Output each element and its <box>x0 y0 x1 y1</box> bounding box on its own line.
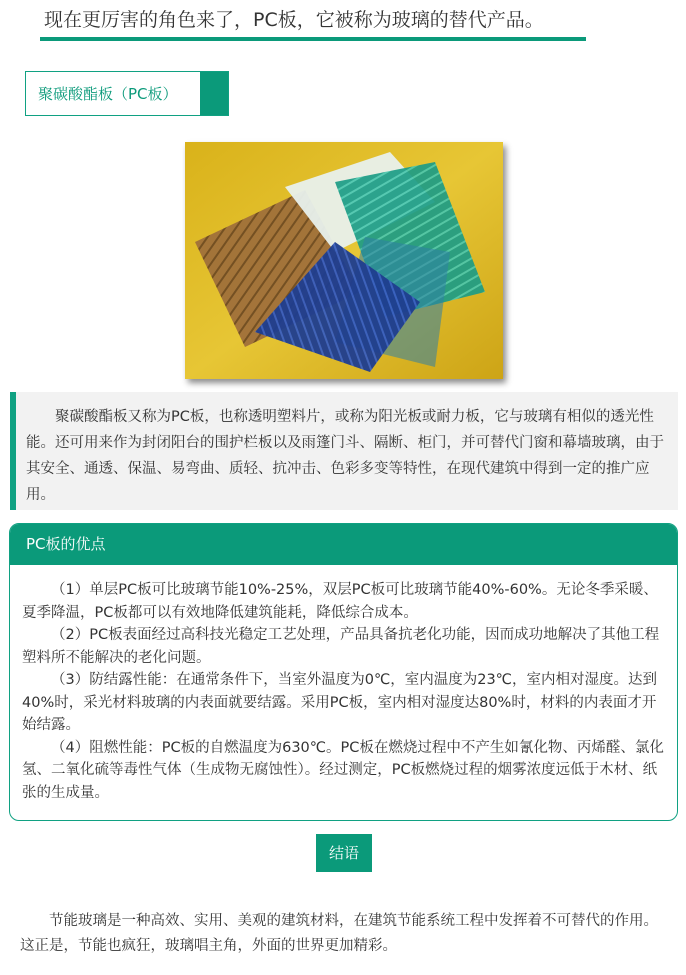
advantage-item: （3）防结露性能：在通常条件下，当室外温度为0℃，室内温度为23℃，室内相对湿度。达到40%时，采光材料玻璃的内表面就要结露。采用PC板，室内相对湿度达80%时，材料的内表面才开始结露。 <box>22 672 657 733</box>
advantage-item: （2）PC板表面经过高科技光稳定工艺处理，产品具备抗老化功能，因而成功地解决了其他工程塑料所不能解决的老化问题。 <box>22 627 660 666</box>
advantages-title: PC板的优点 <box>10 524 677 565</box>
advantages-card <box>9 523 678 821</box>
headline-underline <box>40 37 586 41</box>
advantages-list <box>10 565 677 804</box>
closing-paragraph: 节能玻璃是一种高效、实用、美观的建筑材料，在建筑节能系统工程中发挥着不可替代的作用。这正是，节能也疯狂，玻璃唱主角，外面的世界更加精彩。 <box>20 913 658 954</box>
section-tag-label: 聚碳酸酯板（PC板） <box>38 85 178 103</box>
section-tag <box>25 71 229 116</box>
section-tag-accent <box>200 72 228 115</box>
advantage-item: （4）阻燃性能：PC板的自燃温度为630℃。PC板在燃烧过程中不产生如氰化物、丙烯醛、氯化氢、二氧化硫等毒性气体（生成物无腐蚀性）。经过测定，PC板燃烧过程的烟雾浓度远低于木材、纸张的生成量。 <box>22 739 664 801</box>
headline: 现在更厉害的角色来了，PC板，它被称为玻璃的替代产品。 <box>44 9 544 31</box>
intro-panel <box>10 392 678 510</box>
conclusion-label: 结语 <box>316 834 372 872</box>
pc-sheets-photo <box>185 142 503 379</box>
intro-paragraph: 聚碳酸酯板又称为PC板，也称透明塑料片，或称为阳光板或耐力板，它与玻璃有相似的透光性能。还可用来作为封闭阳台的围护栏板以及雨篷门斗、隔断、柜门，并可替代门窗和幕墙玻璃，由于其安全、通透、保温、易弯曲、质轻、抗冲击、色彩多变等特性，在现代建筑中得到一定的推广应用。 <box>26 409 664 503</box>
advantage-item: （1）单层PC板可比玻璃节能10%-25%，双层PC板可比玻璃节能40%-60%。无论冬季采暖、夏季降温，PC板都可以有效地降低建筑能耗，降低综合成本。 <box>22 582 658 621</box>
